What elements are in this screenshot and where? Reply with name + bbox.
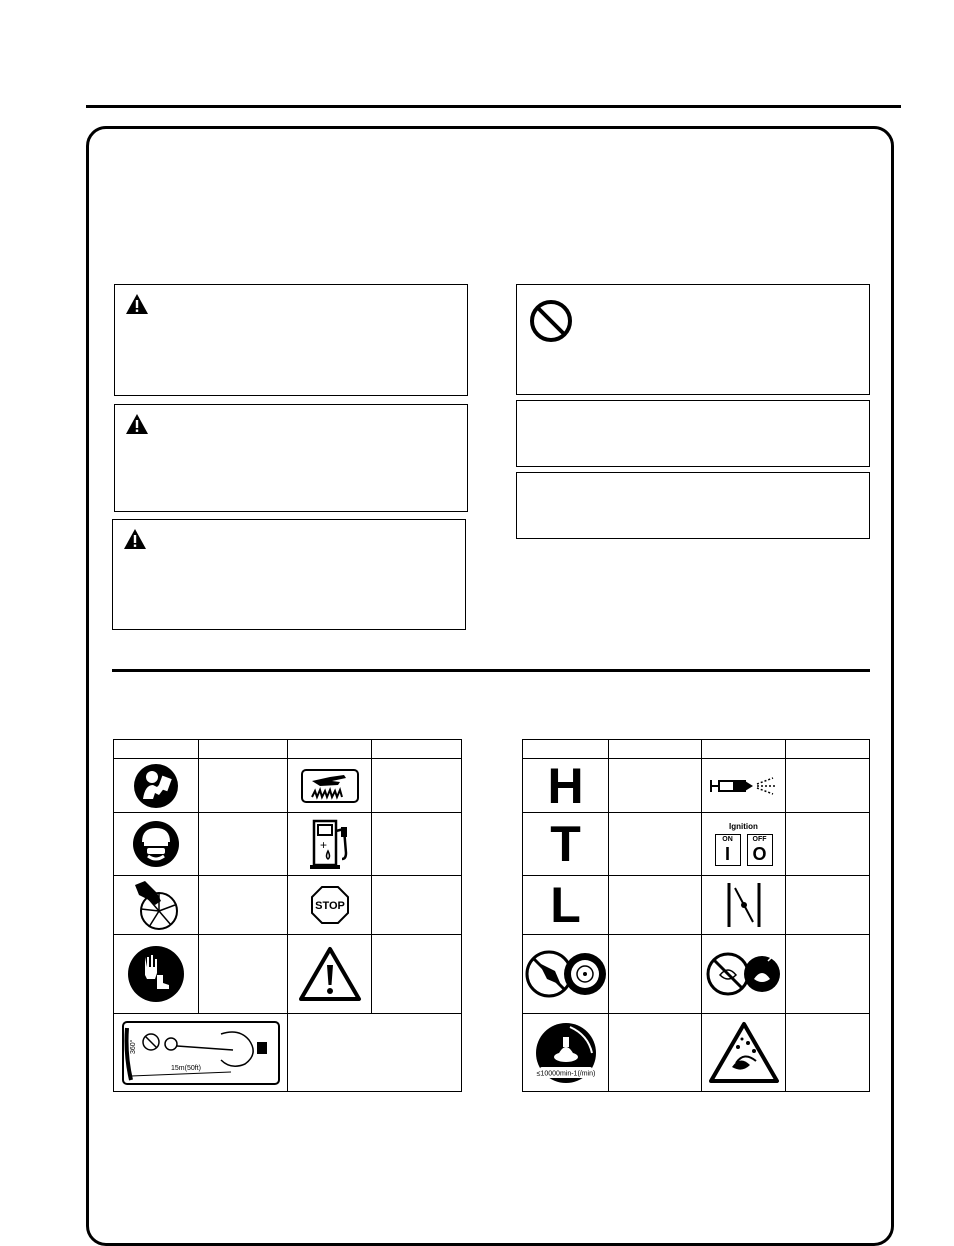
table-row <box>114 876 462 935</box>
warning-box-1 <box>114 284 468 396</box>
read-manual-icon <box>133 763 179 809</box>
svg-text:15m(50ft): 15m(50ft) <box>170 1064 201 1072</box>
table-row <box>114 1014 462 1092</box>
table-row <box>523 935 870 1014</box>
hot-surface-icon <box>300 767 360 805</box>
no-metal-blade-icon <box>525 949 607 999</box>
table-row <box>523 1014 870 1092</box>
max-speed-icon <box>534 1021 598 1085</box>
table-row <box>114 935 462 1014</box>
gloves-boots-icon <box>127 945 185 1003</box>
table-header-row <box>523 740 870 759</box>
thrown-objects-icon <box>708 1021 780 1085</box>
high-speed-letter-icon: H <box>547 758 584 813</box>
table-row <box>523 759 870 813</box>
svg-text:STOP: STOP <box>314 900 345 912</box>
fuel-pump-icon <box>308 817 352 871</box>
wear-protection-icon <box>132 820 180 868</box>
svg-text:≤10000min-1(/min): ≤10000min-1(/min) <box>536 1070 595 1077</box>
no-nylon-head-icon <box>704 951 784 997</box>
ignition-off-icon: OFF O <box>747 834 773 866</box>
svg-text:+: + <box>319 838 327 852</box>
safe-distance-icon <box>121 1020 281 1086</box>
warning-triangle-icon <box>125 293 149 315</box>
note-box-1 <box>516 400 870 467</box>
ignition-on-icon: ON I <box>715 834 741 866</box>
table-row <box>523 813 870 876</box>
idle-speed-letter-icon: T <box>550 816 581 872</box>
rotating-blade-hand-icon <box>131 879 181 931</box>
table-header-row <box>114 740 462 759</box>
primer-bulb-icon <box>709 775 779 797</box>
ignition-label: Ignition <box>729 822 758 831</box>
note-box-2 <box>516 472 870 539</box>
symbol-table-left <box>113 739 462 1092</box>
warning-triangle-icon <box>123 528 147 550</box>
warning-triangle-icon <box>125 413 149 435</box>
stop-sign-icon <box>310 885 350 925</box>
warning-box-3 <box>112 519 466 630</box>
table-row <box>523 876 870 935</box>
table-row <box>114 759 462 813</box>
choke-icon <box>724 880 764 930</box>
prohibited-icon <box>529 299 573 343</box>
symbol-table-right <box>522 739 870 1092</box>
prohibition-box <box>516 284 870 395</box>
top-rule <box>86 105 901 108</box>
warning-box-2 <box>114 404 468 512</box>
svg-text:360°: 360° <box>129 1039 137 1054</box>
table-row <box>114 813 462 876</box>
warning-triangle-icon <box>298 945 362 1003</box>
low-speed-letter-icon: L <box>550 877 581 933</box>
section-rule <box>112 669 870 672</box>
